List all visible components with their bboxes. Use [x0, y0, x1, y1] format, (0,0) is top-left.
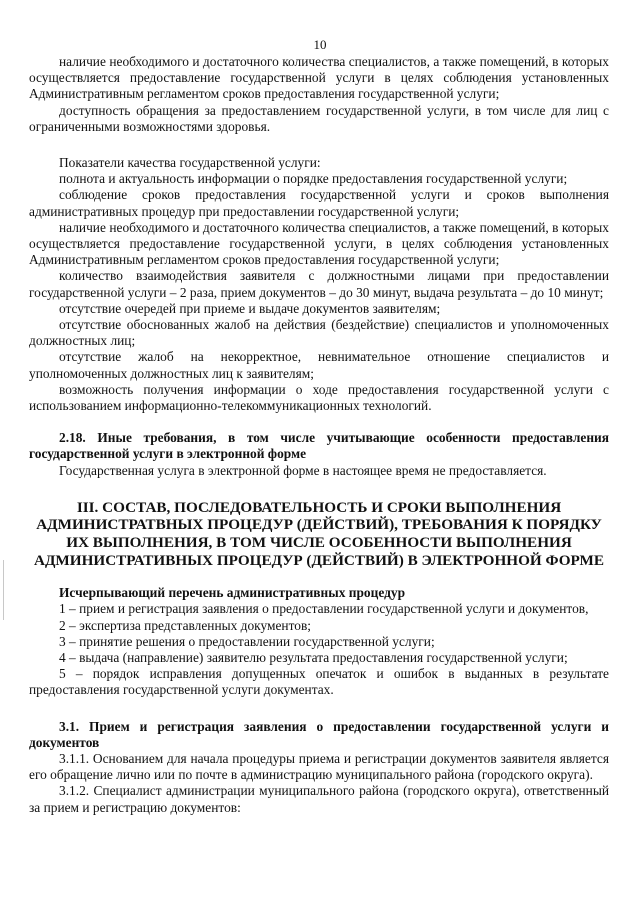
spacer: [29, 414, 609, 430]
spacer: [29, 479, 609, 499]
paragraph: 3.1.2. Специалист администрации муниципального района (городского округа), ответственный за прием и регистрацию документов:: [29, 783, 609, 815]
paragraph: возможность получения информации о ходе предоставления государственной услуги с использованием информационно-телекоммуникационных технологий.: [29, 381, 609, 414]
spacer: [29, 699, 609, 719]
paragraph: полнота и актуальность информации о порядке предоставления государственной услуги;: [59, 171, 568, 187]
page-content: [29, 54, 609, 816]
paragraph: 3.1.1. Основанием для начала процедуры приема и регистрации документов заявителя является его обращение лично или по почте в администрацию муниципального района (городского округа).: [29, 751, 609, 783]
spacer: [29, 569, 609, 585]
paragraph: отсутствие обоснованных жалоб на действия (бездействие) специалистов и уполномоченных должностных лиц;: [29, 317, 609, 349]
paragraph: наличие необходимого и достаточного количества специалистов, а также помещений, в которых осуществляется предоставление государственной услуги в целях соблюдения установленных Административным регламентом сроков предоставления государственной услуги;: [29, 54, 609, 102]
list-item: 3 – принятие решения о предоставлении государственной услуги;: [59, 633, 435, 649]
list-item: 4 – выдача (направление) заявителю результата предоставления государственной услуги;: [59, 650, 568, 666]
page-number: 10: [313, 37, 327, 52]
list-item: 5 – порядок исправления допущенных опечаток и ошибок в выданных в результате предоставления государственной услуги документах.: [29, 666, 609, 698]
paragraph: количество взаимодействия заявителя с должностными лицами при предоставлении государственной услуги – 2 раза, прием документов – до 30 минут, выдача результата – до 10 минут;: [29, 268, 609, 300]
paragraph: Показатели качества государственной услуги:: [59, 155, 321, 171]
list-heading: Исчерпывающий перечень административных процедур: [59, 585, 406, 601]
paragraph: отсутствие жалоб на некорректное, невнимательное отношение специалистов и уполномоченных должностных лиц к заявителям;: [29, 349, 609, 381]
paragraph: доступность обращения за предоставлением государственной услуги, в том числе для лиц с ограниченными возможностями здоровья.: [29, 102, 609, 134]
list-item: 1 – прием и регистрация заявления о предоставлении государственной услуги и документов,: [59, 601, 589, 617]
spacer: [29, 135, 609, 155]
paragraph: соблюдение сроков предоставления государственной услуги и сроков выполнения административных процедур при предоставлении государственной услуги;: [29, 187, 609, 219]
scan-margin-mark: [3, 560, 4, 620]
paragraph: наличие необходимого и достаточного количества специалистов, а также помещений, в которых осуществляется предоставление государственной услуги, в целях соблюдения установленных Административным регламентом сроков предоставления государственной услуги;: [29, 219, 609, 268]
section-heading-2-18: 2.18. Иные требования, в том числе учитывающие особенности предоставления государственной услуги в электронной форме: [29, 430, 609, 462]
chapter-title: III. СОСТАВ, ПОСЛЕДОВАТЕЛЬНОСТЬ И СРОКИ ВЫПОЛНЕНИЯ АДМИНИСТРАТВНЫХ ПРОЦЕДУР (ДЕЙСТВИЙ), ТРЕБОВАНИЯ К ПОРЯДКУ ИХ ВЫПОЛНЕНИЯ, В ТОМ ЧИСЛЕ ОСОБЕННОСТИ ВЫПОЛНЕНИЯ АДМИНИСТРАТИВНЫХ ПРОЦЕДУР (ДЕЙСТВИЙ) В ЭЛЕКТРОННОЙ ФОРМЕ: [34, 498, 604, 569]
list-item: 2 – экспертиза представленных документов;: [59, 617, 312, 633]
paragraph: Государственная услуга в электронной форме в настоящее время не предоставляется.: [59, 462, 547, 478]
section-heading-3-1: 3.1. Прием и регистрация заявления о предоставлении государственной услуги и документов: [29, 718, 609, 750]
paragraph: отсутствие очередей при приеме и выдаче документов заявителям;: [59, 300, 441, 316]
